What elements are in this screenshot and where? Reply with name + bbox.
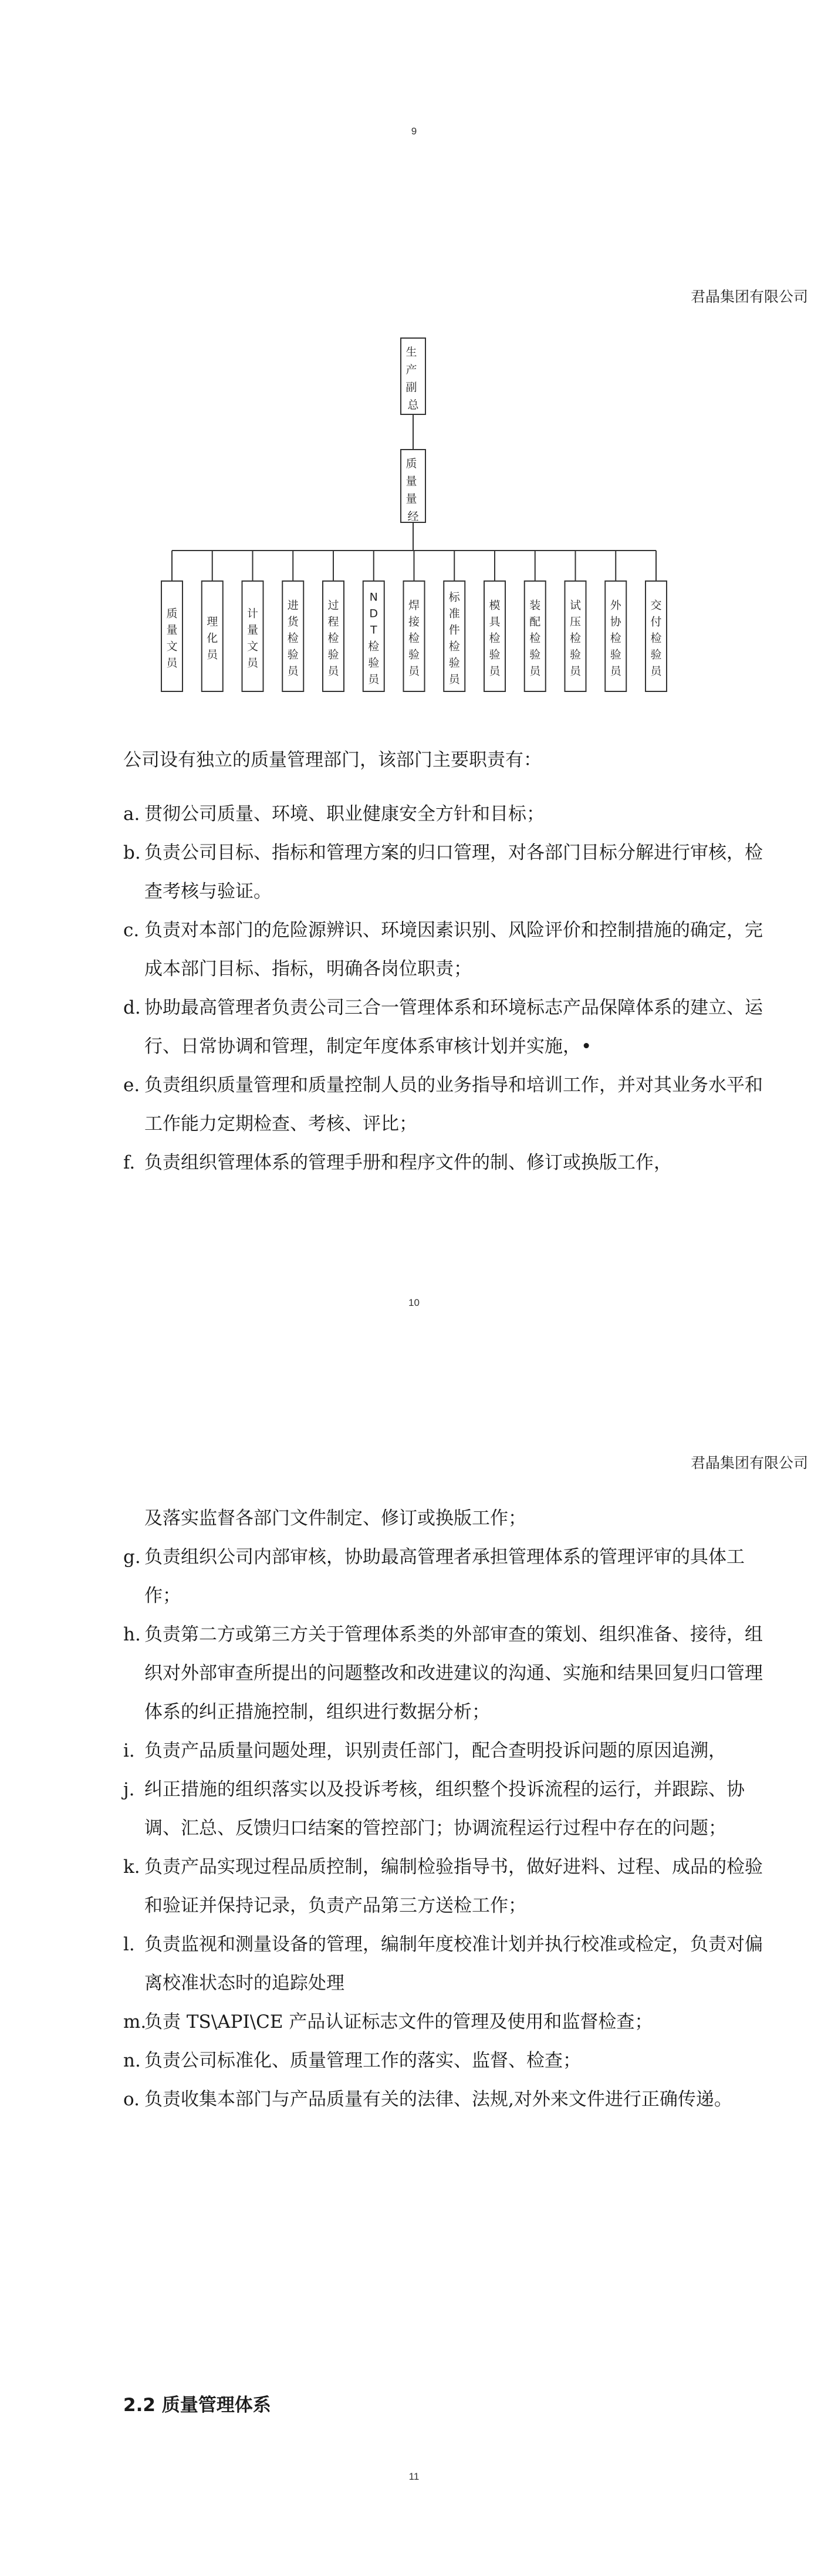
org-second-char-1: 质 — [405, 457, 417, 470]
list-item-marker: f. — [123, 1152, 136, 1173]
list-item — [123, 2003, 763, 2041]
list-item-text: 负责 TS\API\CE 产品认证标志文件的管理及使用和监督检查； — [144, 2011, 653, 2033]
org-top-char-3: 副 — [405, 381, 417, 394]
list-item-marker: i. — [123, 1740, 135, 1761]
org-child-label: 标准件检验员 — [448, 590, 460, 686]
list-item — [123, 1731, 763, 1770]
list-item — [123, 1848, 763, 1925]
org-second-char-2: 量 — [405, 475, 417, 488]
page-number: 10 — [408, 1297, 420, 1308]
list-item-marker: e. — [123, 1075, 140, 1096]
org-child-label: 焊接检验员 — [408, 599, 420, 678]
list-item — [123, 988, 763, 1066]
org-child-label: 质量文员 — [166, 607, 178, 670]
list-item-marker: g. — [123, 1547, 141, 1568]
org-child-label: 模具检验员 — [489, 599, 501, 678]
list-item-text: 负责组织管理体系的管理手册和程序文件的制、修订或换版工作， — [144, 1152, 672, 1173]
list-item-text: 负责第二方或第三方关于管理体系类的外部审查的策划、组织准备、接待，组织对外部审查所提出的问题整改和改进建议的沟通、实施和结果回复归口管理体系的纠正措施控制，组织进行数据分析； — [144, 1624, 763, 1723]
list-item-text: 负责组织公司内部审核，协助最高管理者承担管理体系的管理评审的具体工作； — [144, 1547, 745, 1606]
section-1-list — [123, 795, 763, 1182]
org-child-label: 理化员 — [207, 615, 218, 661]
org-top-char-1: 生 — [405, 346, 417, 359]
list-item-text: 负责组织质量管理和质量控制人员的业务指导和培训工作，并对其业务水平和工作能力定期检查、考核、评比； — [144, 1075, 763, 1135]
company-name-header: 君晶集团有限公司 — [690, 1454, 808, 1471]
org-top-char-4: 总 — [407, 399, 419, 411]
list-item-text: 负责公司目标、指标和管理方案的归口管理，对各部门目标分解进行审核，检查考核与验证。 — [144, 842, 763, 902]
list-item — [123, 911, 763, 988]
list-item — [123, 2080, 763, 2119]
list-item-text: 负责对本部门的危险源辨识、环境因素识别、风险评价和控制措施的确定，完成本部门目标、指标，明确各岗位职责； — [144, 920, 763, 980]
section-2-list — [123, 1538, 763, 2119]
list-item-marker: n. — [123, 2050, 141, 2071]
list-item — [123, 1066, 763, 1143]
list-item-marker: b. — [123, 842, 141, 863]
list-item-text: 贯彻公司质量、环境、职业健康安全方针和目标； — [144, 803, 545, 825]
section-1 — [123, 741, 763, 1182]
section-heading: 2.2 质量管理体系 — [123, 2395, 271, 2416]
page-number: 9 — [411, 126, 417, 137]
list-item-text: 负责收集本部门与产品质量有关的法律、法规,对外来文件进行正确传递。 — [144, 2089, 732, 2110]
list-item-marker: m. — [123, 2011, 147, 2033]
list-item — [123, 795, 763, 833]
list-item-marker: c. — [123, 920, 140, 941]
list-item-text: 协助最高管理者负责公司三合一管理体系和环境标志产品保障体系的建立、运行、日常协调和管理，制定年度体系审核计划并实施，• — [144, 997, 763, 1057]
org-second-char-4: 经 — [407, 510, 419, 523]
list-item-marker: h. — [123, 1624, 141, 1645]
list-item — [123, 1615, 763, 1731]
org-child-label: 进货检验员 — [287, 599, 299, 678]
list-item — [123, 2041, 763, 2080]
list-item-text: 负责产品质量问题处理，识别责任部门，配合查明投诉问题的原因追溯， — [144, 1740, 726, 1761]
section-1-intro: 公司设有独立的质量管理部门，该部门主要职责有： — [123, 749, 542, 771]
list-item — [123, 1538, 763, 1615]
org-top-char-2: 产 — [405, 363, 417, 376]
list-item-marker: a. — [123, 803, 140, 825]
list-item — [123, 1925, 763, 2003]
org-child-label: 过程检验员 — [327, 599, 339, 678]
page-number: 11 — [408, 2471, 420, 2482]
list-item-marker: k. — [123, 1856, 140, 1878]
org-child-label: N D T 检验员 — [368, 590, 380, 686]
org-child-label: 交付检验员 — [650, 599, 662, 678]
section-2 — [123, 1499, 763, 2119]
section-2-continuation: 及落实监督各部门文件制定、修订或换版工作； — [144, 1508, 526, 1529]
list-item — [123, 1770, 763, 1848]
list-item-text: 纠正措施的组织落实以及投诉考核，组织整个投诉流程的运行，并跟踪、协调、汇总、反馈归口结案的管控部门；协调流程运行过程中存在的问题； — [144, 1779, 745, 1839]
list-item-text: 负责监视和测量设备的管理，编制年度校准计划并执行校准或检定，负责对偏离校准状态时的追踪处理 — [144, 1934, 763, 1994]
org-child-label: 试压检验员 — [569, 599, 582, 678]
company-name-header: 君晶集团有限公司 — [690, 288, 808, 305]
org-children — [161, 551, 667, 691]
org-child-label: 外协检验员 — [610, 599, 621, 678]
org-child-label: 计量文员 — [246, 607, 259, 670]
list-item-text: 负责公司标准化、质量管理工作的落实、监督、检查； — [144, 2050, 581, 2071]
list-item-text: 负责产品实现过程品质控制，编制检验指导书，做好进料、过程、成品的检验和验证并保持记录，负责产品第三方送检工作； — [144, 1856, 763, 1916]
org-chart — [0, 0, 828, 693]
list-item-marker: l. — [123, 1934, 135, 1955]
org-child-label: 装配检验员 — [529, 599, 541, 678]
org-second-char-3: 量 — [405, 492, 417, 505]
list-item — [123, 1143, 763, 1182]
list-item-marker: o. — [123, 2089, 140, 2110]
list-item-marker: j. — [123, 1779, 135, 1800]
list-item — [123, 833, 763, 911]
list-item-marker: d. — [123, 997, 141, 1018]
